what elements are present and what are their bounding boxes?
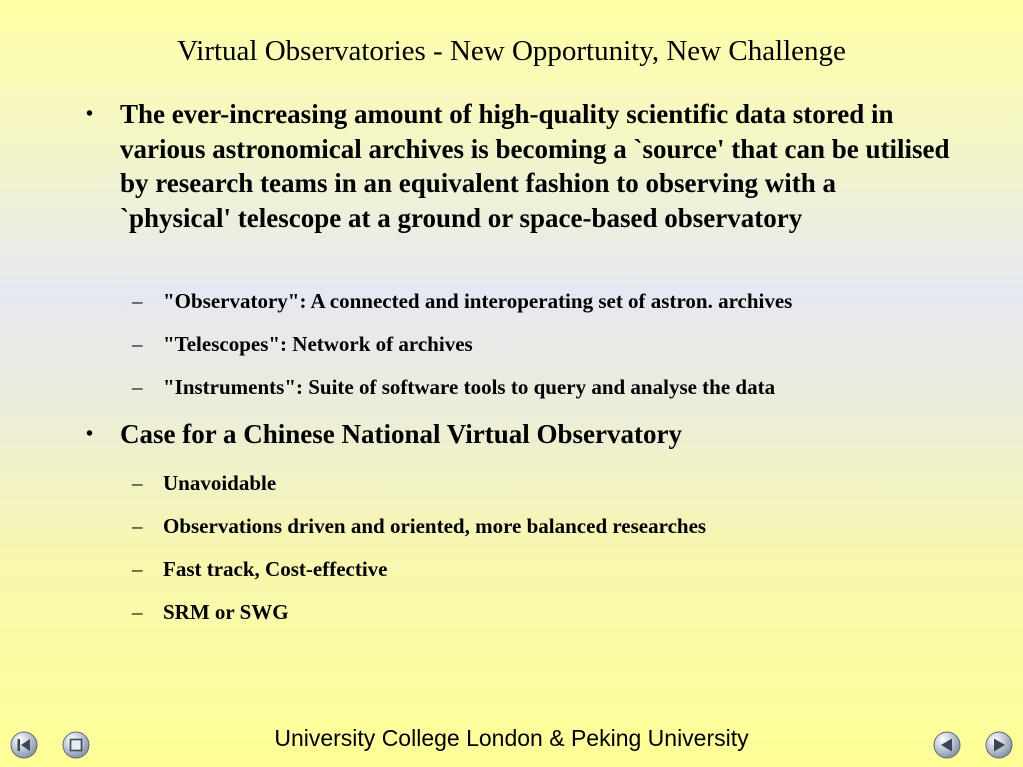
bullet-marker: • (86, 103, 94, 125)
sub-bullet-marker: – (132, 332, 143, 356)
bullet-2-text: Case for a Chinese National Virtual Observatory (120, 419, 682, 449)
bullet-marker: • (86, 423, 94, 445)
sub-bullet-marker: – (132, 557, 143, 581)
sub-bullet-marker: – (132, 375, 143, 399)
sub-bullet-marker: – (132, 289, 143, 313)
sub-bullet-1-2-text: "Telescopes": Network of archives (163, 332, 473, 356)
next-slide-button[interactable] (985, 731, 1013, 759)
sub-bullet-marker: – (132, 471, 143, 495)
previous-slide-icon (933, 731, 961, 759)
sub-bullet-1-3 (132, 374, 963, 400)
sub-bullet-1-1 (132, 288, 963, 314)
sub-bullet-2-4 (132, 599, 963, 625)
sub-bullet-2-2 (132, 513, 963, 539)
bullet-2 (86, 417, 950, 452)
sub-bullet-marker: – (132, 514, 143, 538)
sub-bullet-2-3 (132, 556, 963, 582)
sub-bullet-2-1 (132, 470, 963, 496)
bullet-1-text: The ever-increasing amount of high-quality scientific data stored in various astronomical archives is becoming a `source' that can be utilised by research teams in an equivalent fashion to observing with a `physical' telescope at a ground or space-based observatory (120, 99, 950, 233)
stop-icon (62, 731, 90, 759)
next-slide-icon (985, 731, 1013, 759)
stop-button[interactable] (62, 731, 90, 759)
sub-bullet-1-1-text: "Observatory": A connected and interoperating set of astron. archives (163, 289, 793, 313)
sub-bullet-2-4-text: SRM or SWG (163, 600, 289, 624)
sub-bullet-1-3-text: "Instruments": Suite of software tools to query and analyse the data (163, 375, 776, 399)
first-slide-icon (10, 731, 38, 759)
sub-bullet-1-2 (132, 331, 963, 357)
sub-bullet-2-1-text: Unavoidable (163, 471, 277, 495)
bullet-1 (86, 97, 950, 235)
slide-title: Virtual Observatories - New Opportunity, New Challenge (177, 35, 846, 67)
slide-footer: University College London & Peking University (274, 725, 749, 751)
sub-bullet-2-3-text: Fast track, Cost-effective (163, 557, 388, 581)
sub-bullet-marker: – (132, 600, 143, 624)
sub-bullet-2-2-text: Observations driven and oriented, more balanced researches (163, 514, 707, 538)
first-slide-button[interactable] (10, 731, 38, 759)
previous-slide-button[interactable] (933, 731, 961, 759)
